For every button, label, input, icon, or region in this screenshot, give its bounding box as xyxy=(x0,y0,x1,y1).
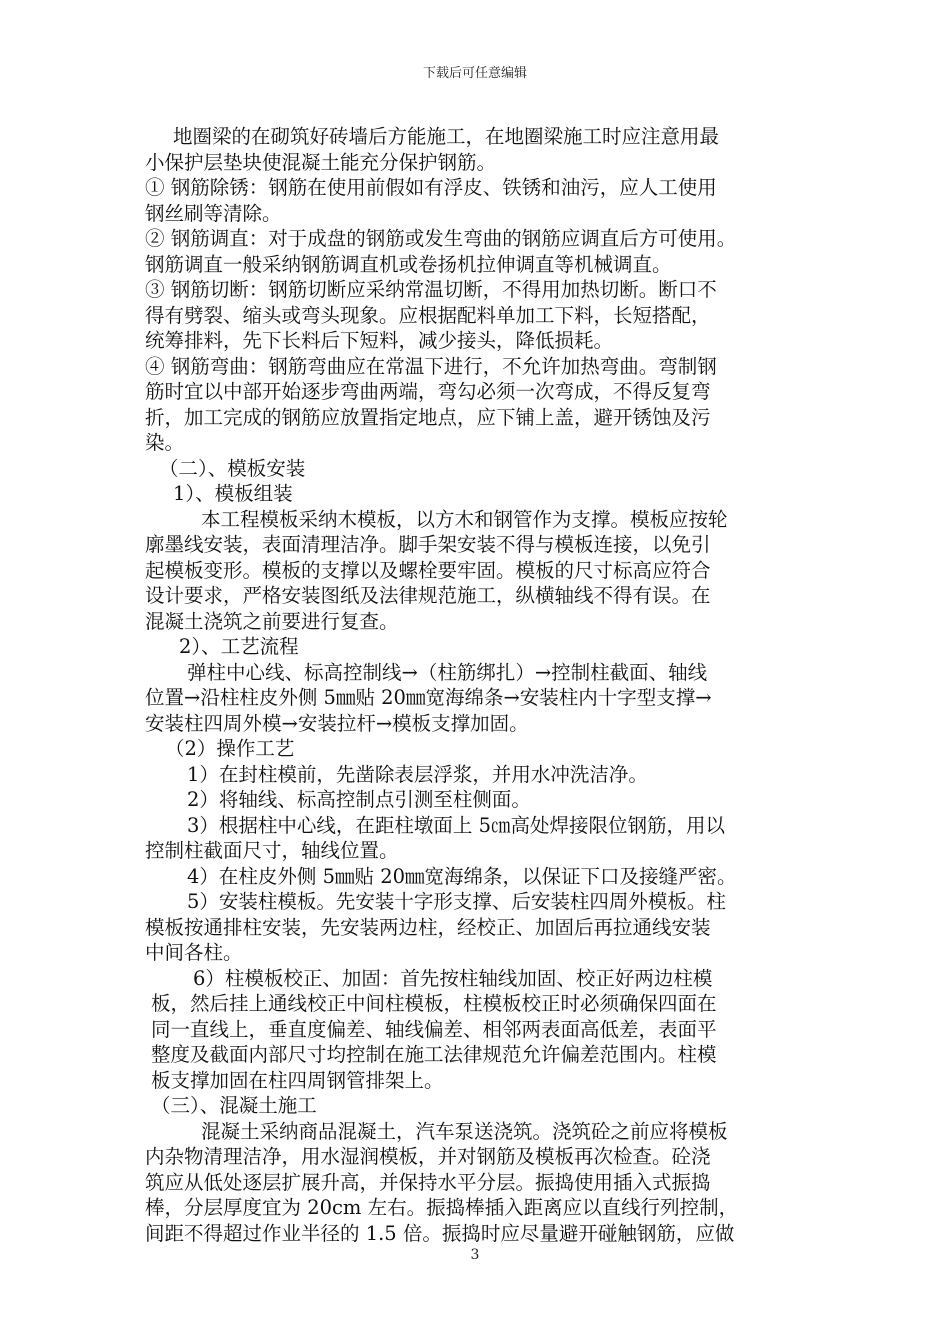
text-line: 廓墨线安装，表面清理洁净。脚手架安装不得与模板连接，以免引 xyxy=(145,533,711,556)
text-line: 地圈梁的在砌筑好砖墙后方能施工，在地圈梁施工时应注意用最 xyxy=(173,125,720,148)
text-line: 统筹排料，先下长料后下短料，减少接头，降低损耗。 xyxy=(145,329,614,352)
text-line: 安装柱四周外模→安装拉杆→模板支撑加固。 xyxy=(145,711,529,735)
text-line: 内杂物清理洁净，用水湿润模板，并对钢筋及模板再次检查。砼浇 xyxy=(145,1145,711,1168)
text-line: 染。 xyxy=(145,431,185,454)
text-line: ② 钢筋调直：对于成盘的钢筋或发生弯曲的钢筋应调直后方可使用。 xyxy=(145,227,737,250)
text-line: 钢丝刷等清除。 xyxy=(145,201,282,225)
text-line: 板，然后挂上通线校正中间柱模板，柱模板校正时必须确保四面在 xyxy=(151,992,717,1015)
text-line: 棒，分层厚度宜为 20cm 左右。振捣棒插入距离应以直线行列控制， xyxy=(145,1196,739,1219)
text-line: 1）在封柱模前，先凿除表层浮浆，并用水冲洗洁净。 xyxy=(187,762,648,786)
text-line: ④ 钢筋弯曲：钢筋弯曲应在常温下进行，不允许加热弯曲。弯制钢 xyxy=(145,354,717,378)
text-line: ① 钢筋除锈：钢筋在使用前假如有浮皮、铁锈和油污，应人工使用 xyxy=(145,176,717,199)
text-line: 弹柱中心线、标高控制线→（柱筋绑扎）→控制柱截面、轴线 xyxy=(187,660,708,684)
text-line: 1）、模板组装 xyxy=(173,482,293,505)
text-line: 板支撑加固在柱四周钢管排架上。 xyxy=(151,1068,444,1092)
text-line: 整度及截面内部尺寸均控制在施工法律规范允许偏差范围内。柱模 xyxy=(151,1043,717,1066)
text-line: （2）操作工艺 xyxy=(165,737,295,760)
text-line: （三）、混凝土施工 xyxy=(151,1094,317,1117)
document-body xyxy=(145,124,825,1246)
text-line: 位置→沿柱柱皮外侧 5㎜贴 20㎜宽海绵条→安装柱内十字型支撑→ xyxy=(145,686,712,709)
text-line: 模板按通排柱安装，先安装两边柱，经校正、加固后再拉通线安装 xyxy=(145,915,711,939)
text-line: 4）在柱皮外侧 5㎜贴 20㎜宽海绵条，以保证下口及接缝严密。 xyxy=(187,864,737,888)
text-line: 筋时宜以中部开始逐步弯曲两端，弯勾必须一次弯成，不得反复弯 xyxy=(145,380,711,403)
text-line: 控制柱截面尺寸，轴线位置。 xyxy=(145,839,399,862)
text-line: ③ 钢筋切断：钢筋切断应采纳常温切断，不得用加热切断。断口不 xyxy=(145,278,717,301)
text-line: 间距不得超过作业半径的 1.5 倍。振捣时应尽量避开碰触钢筋，应做 xyxy=(145,1221,735,1245)
text-line: 同一直线上，垂直度偏差、轴线偏差、相邻两表面高低差，表面平 xyxy=(151,1017,717,1041)
text-line: 中间各柱。 xyxy=(145,941,243,964)
text-line: 5）安装柱模板。先安装十字形支撑、后安装柱四周外模板。柱 xyxy=(187,890,726,913)
text-line: 6）柱模板校正、加固：首先按柱轴线加固、校正好两边柱模 xyxy=(193,966,713,990)
text-line: 小保护层垫块使混凝土能充分保护钢筋。 xyxy=(145,150,497,174)
text-line: 2）、工艺流程 xyxy=(179,635,299,658)
text-line: 2）将轴线、标高控制点引测至柱侧面。 xyxy=(187,788,531,811)
text-line: 起模板变形。模板的支撑以及螺栓要牢固。模板的尺寸标高应符合 xyxy=(145,558,711,582)
page-header-note: 下载后可任意编辑 xyxy=(422,66,527,81)
text-line: 混凝土采纳商品混凝土，汽车泵送浇筑。浇筑砼之前应将模板 xyxy=(201,1119,728,1143)
text-line: 3）根据柱中心线，在距柱墩面上 5㎝高处焊接限位钢筋，用以 xyxy=(187,813,726,837)
text-line: 筑应从低处逐层扩展升高，并保持水平分层。振捣使用插入式振捣 xyxy=(145,1170,711,1194)
text-line: 本工程模板采纳木模板，以方木和钢管作为支撑。模板应按轮 xyxy=(201,507,728,531)
page-number: 3 xyxy=(470,1247,480,1263)
text-line: 混凝土浇筑之前要进行复查。 xyxy=(145,609,399,633)
text-line: 钢筋调直一般采纳钢筋调直机或卷扬机拉伸调直等机械调直。 xyxy=(145,252,672,276)
text-line: 折，加工完成的钢筋应放置指定地点，应下铺上盖，避开锈蚀及污 xyxy=(145,405,711,429)
text-line: 设计要求，严格安装图纸及法律规范施工，纵横轴线不得有误。在 xyxy=(145,584,711,607)
text-line: （二）、模板安装 xyxy=(159,456,306,480)
text-line: 得有劈裂、缩头或弯头现象。应根据配料单加工下料，长短搭配， xyxy=(145,303,711,327)
